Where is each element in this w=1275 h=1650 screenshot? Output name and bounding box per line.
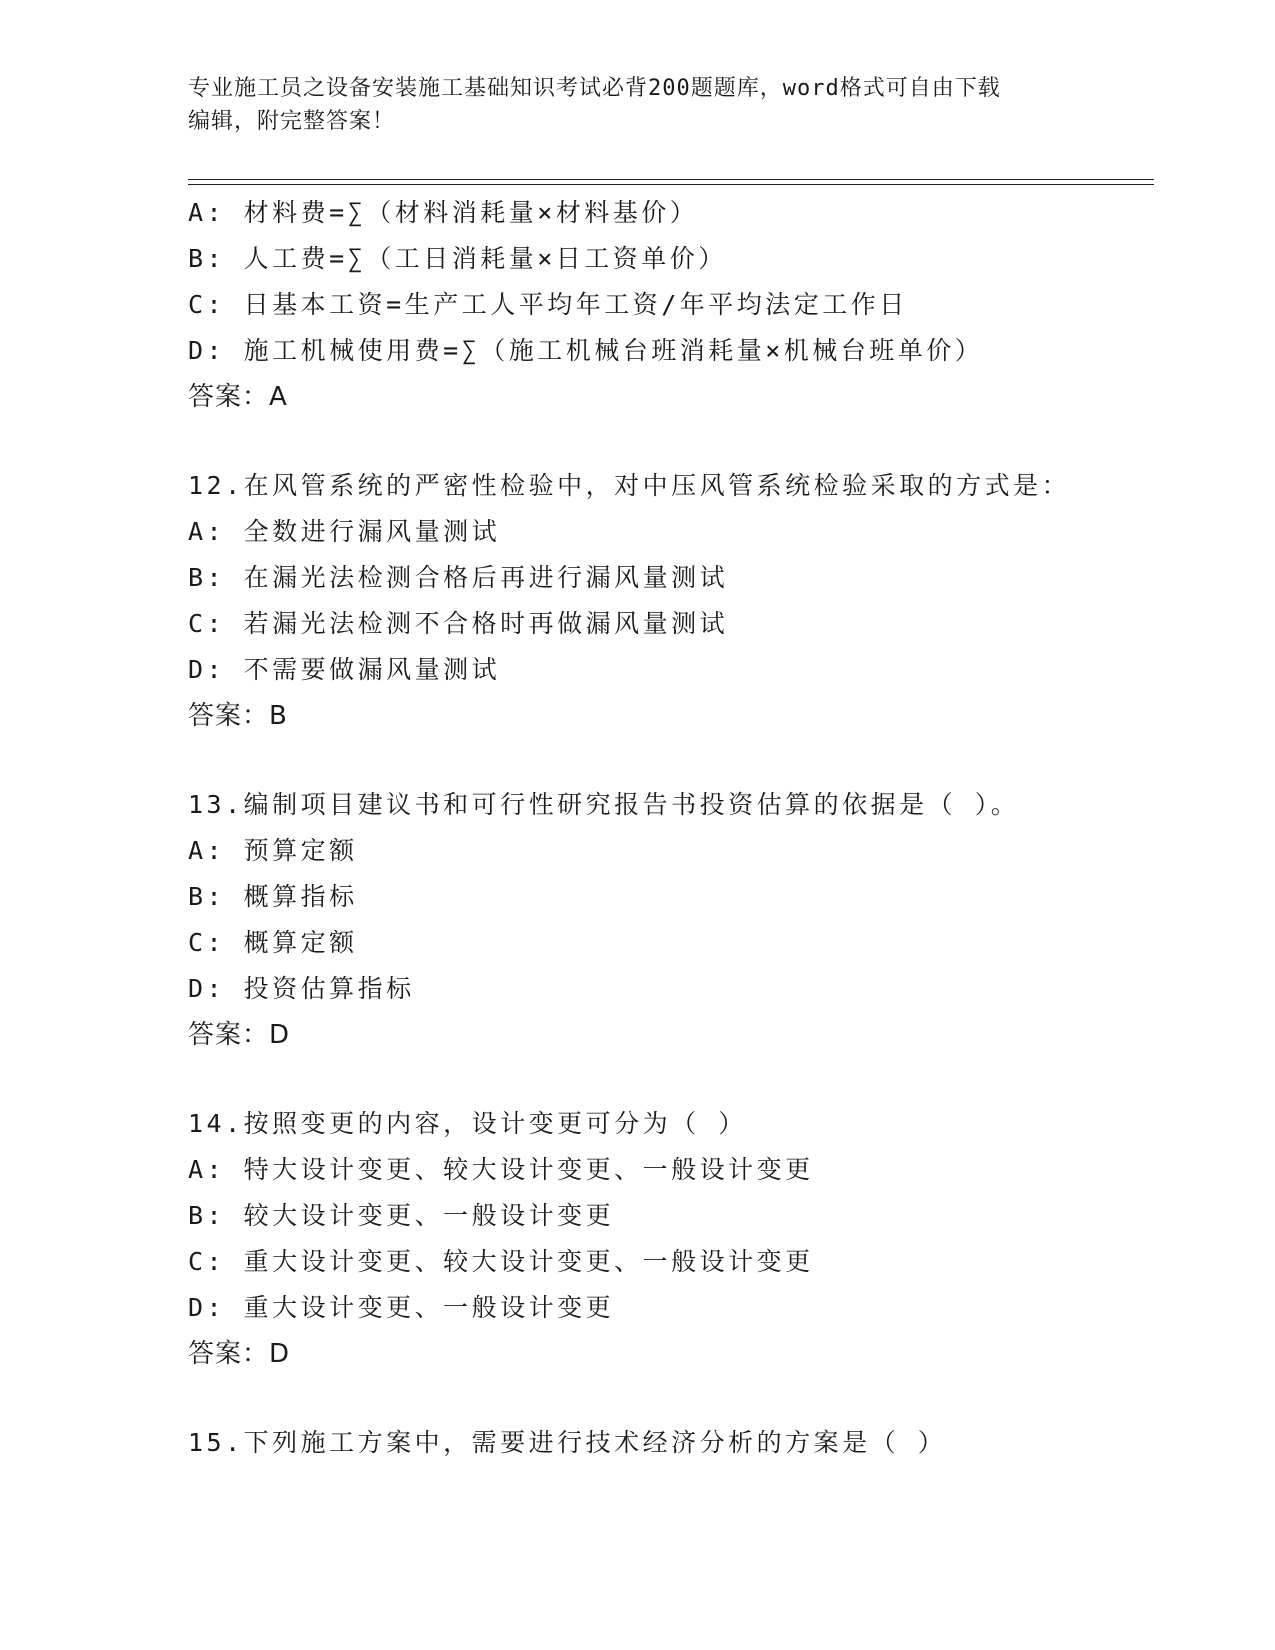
option-a: A: 全数进行漏风量测试 (188, 517, 501, 546)
question-list (188, 190, 1188, 1466)
answer-label: 答案：D (188, 1339, 291, 1369)
option-c: C: 概算定额 (188, 928, 358, 957)
question-text: 14.按照变更的内容，设计变更可分为（ ） (188, 1109, 747, 1138)
question-block-11 (188, 190, 1188, 420)
option-b: B: 概算指标 (188, 882, 358, 911)
header-title-line-1: 专业施工员之设备安装施工基础知识考试必背200题题库，word格式可自由下载 (188, 76, 1001, 101)
question-text: 13.编制项目建议书和可行性研究报告书投资估算的依据是（ ）。 (188, 790, 1020, 819)
question-block-12 (188, 463, 1188, 739)
spacer (188, 420, 1188, 463)
option-d: D: 施工机械使用费=∑（施工机械台班消耗量×机械台班单价） (188, 336, 984, 365)
question-text: 12.在风管系统的严密性检验中，对中压风管系统检验采取的方式是： (188, 471, 1071, 500)
option-a: A: 特大设计变更、较大设计变更、一般设计变更 (188, 1155, 814, 1184)
option-d: D: 重大设计变更、一般设计变更 (188, 1293, 615, 1322)
question-block-13 (188, 782, 1188, 1058)
question-text: 15.下列施工方案中，需要进行技术经济分析的方案是（ ） (188, 1428, 947, 1457)
header-divider-bottom (188, 184, 1154, 185)
option-b: B: 较大设计变更、一般设计变更 (188, 1201, 615, 1230)
question-block-14 (188, 1101, 1188, 1377)
option-a: A: 材料费=∑（材料消耗量×材料基价） (188, 198, 699, 227)
question-block-15 (188, 1420, 1188, 1466)
option-c: C: 若漏光法检测不合格时再做漏风量测试 (188, 609, 729, 638)
spacer (188, 1377, 1188, 1420)
option-d: D: 投资估算指标 (188, 974, 415, 1003)
option-d: D: 不需要做漏风量测试 (188, 655, 501, 684)
header-divider-top (188, 179, 1154, 180)
option-c: C: 重大设计变更、较大设计变更、一般设计变更 (188, 1247, 814, 1276)
option-b: B: 在漏光法检测合格后再进行漏风量测试 (188, 563, 729, 592)
answer-label: 答案：B (188, 701, 288, 731)
spacer (188, 739, 1188, 782)
spacer (188, 1058, 1188, 1101)
header-title-line-2: 编辑，附完整答案！ (188, 109, 396, 134)
answer-label: 答案：D (188, 1020, 291, 1050)
option-b: B: 人工费=∑（工日消耗量×日工资单价） (188, 244, 727, 273)
option-c: C: 日基本工资=生产工人平均年工资/年平均法定工作日 (188, 290, 908, 319)
option-a: A: 预算定额 (188, 836, 358, 865)
document-header (188, 72, 1088, 138)
answer-label: 答案：A (188, 382, 288, 412)
